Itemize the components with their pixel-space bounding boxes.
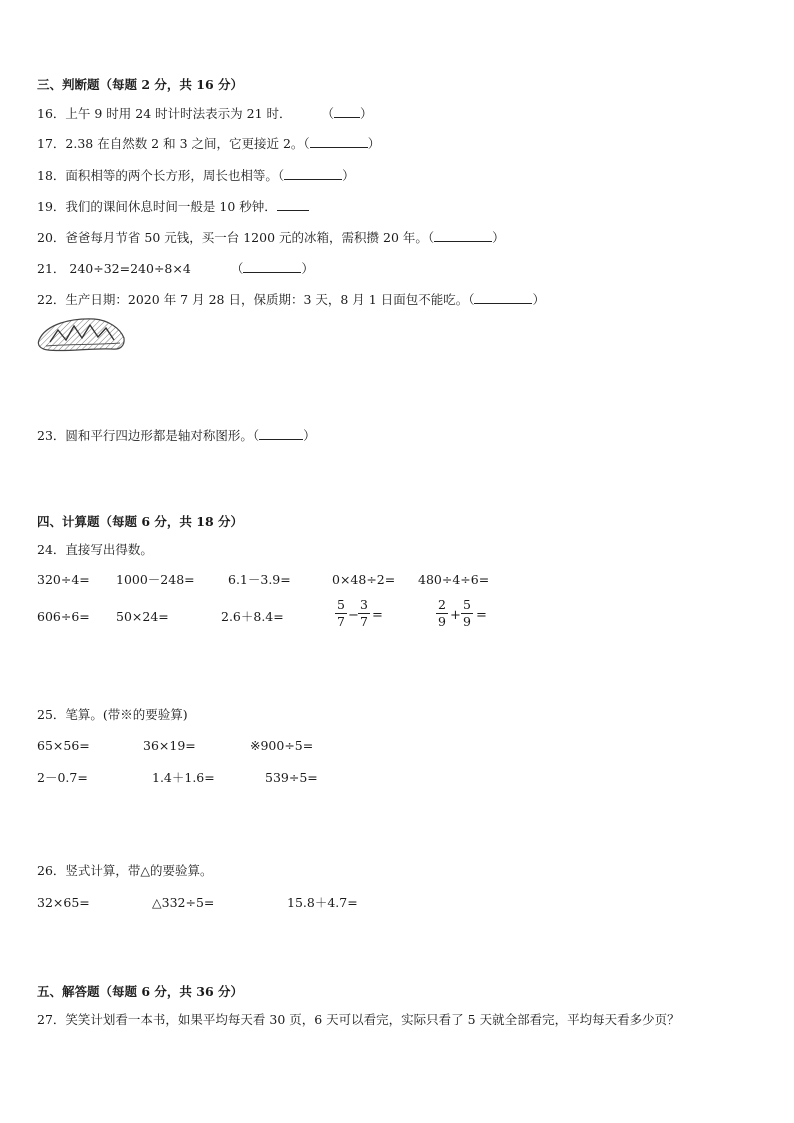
question-19 [37,198,309,215]
q25-item-1: 65×56= [37,738,90,753]
q25-item-5: 1.4＋1.6= [152,770,215,785]
q24-item-7: 50×24= [116,609,169,624]
answer-blank-17[interactable] [310,135,368,148]
bread-illustration [36,316,128,354]
answer-blank-23[interactable] [259,427,303,440]
answer-blank-22[interactable] [474,291,532,304]
fraction-3-7: 3 7 [358,598,370,629]
q24-item-6: 606÷6= [37,609,90,624]
q24-item-8: 2.6＋8.4= [221,609,284,624]
question-27: 27．笑笑计划看一本书，如果平均每天看 30 页，6 天可以看完，实际只看了 5 天就全部看完，平均每天看多少页？ [37,1012,680,1027]
question-25: 25．笔算。(带※的要验算) [37,707,188,722]
minus-sign: − [348,608,359,623]
q26-item-1: 32×65= [37,895,90,910]
plus-sign: + [450,608,461,623]
question-22-text: 22．生产日期：2020 年 7 月 28 日，保质期：3 天，8 月 1 日面包不能吃。（ [37,292,475,307]
q24-item-3: 6.1－3.9= [228,572,291,587]
section3-heading: 三、判断题（每题 2 分，共 16 分） [37,77,244,92]
equals-sign: = [476,608,487,623]
question-24: 24．直接写出得数。 [37,542,153,557]
q25-item-6: 539÷5= [265,770,318,785]
q25-item-4: 2－0.7= [37,770,88,785]
section5-heading: 五、解答题（每题 6 分，共 36 分） [37,984,244,999]
question-26: 26．竖式计算，带△的要验算。 [37,863,213,878]
q25-item-3: ※900÷5= [250,738,314,753]
q24-item-2: 1000－248= [116,572,195,587]
question-18-text: 18．面积相等的两个长方形，周长也相等。（ [37,168,285,183]
question-19-text: 19．我们的课间休息时间一般是 10 秒钟． [37,199,277,214]
q24-item-5: 480÷4÷6= [418,572,490,587]
q25-item-2: 36×19= [143,738,196,753]
answer-blank-18[interactable] [284,167,342,180]
question-22: 22．生产日期：2020 年 7 月 28 日，保质期：3 天，8 月 1 日面包不能吃。（ ） [37,292,545,307]
equals-sign: = [372,608,383,623]
answer-blank-16[interactable] [334,105,360,118]
question-20: 20．爸爸每月节省 50 元钱，买一台 1200 元的冰箱，需积攒 20 年。（ ） [37,230,505,245]
question-23: 23．圆和平行四边形都是轴对称图形。（ ） [37,428,316,443]
question-20-text: 20．爸爸每月节省 50 元钱，买一台 1200 元的冰箱，需积攒 20 年。（ [37,230,435,245]
answer-blank-20[interactable] [434,229,492,242]
question-17-text: 17．2.38 在自然数 2 和 3 之间，它更接近 2。（ [37,136,310,151]
section4-heading: 四、计算题（每题 6 分，共 18 分） [37,514,244,529]
q24-item-4: 0×48÷2= [332,572,396,587]
fraction-2-9: 2 9 [436,598,448,629]
question-21: 21． 240÷32=240÷8×4 （ ） [37,261,314,276]
answer-blank-19[interactable] [277,198,309,211]
question-23-text: 23．圆和平行四边形都是轴对称图形。（ [37,428,260,443]
question-16: 16．上午 9 时用 24 时计时法表示为 21 时． （ ） [37,106,373,121]
question-18: 18．面积相等的两个长方形，周长也相等。（ ） [37,168,355,183]
question-16-text: 16．上午 9 时用 24 时计时法表示为 21 时． [37,106,292,121]
q26-item-3: 15.8＋4.7= [287,895,358,910]
q26-item-2: △332÷5= [152,895,215,910]
q24-item-1: 320÷4= [37,572,90,587]
question-21-text: 21． 240÷32=240÷8×4 [37,261,191,276]
fraction-5-9: 5 9 [461,598,473,629]
answer-blank-21[interactable] [243,260,301,273]
question-17: 17．2.38 在自然数 2 和 3 之间，它更接近 2。（ ） [37,136,381,151]
fraction-5-7: 5 7 [335,598,347,629]
